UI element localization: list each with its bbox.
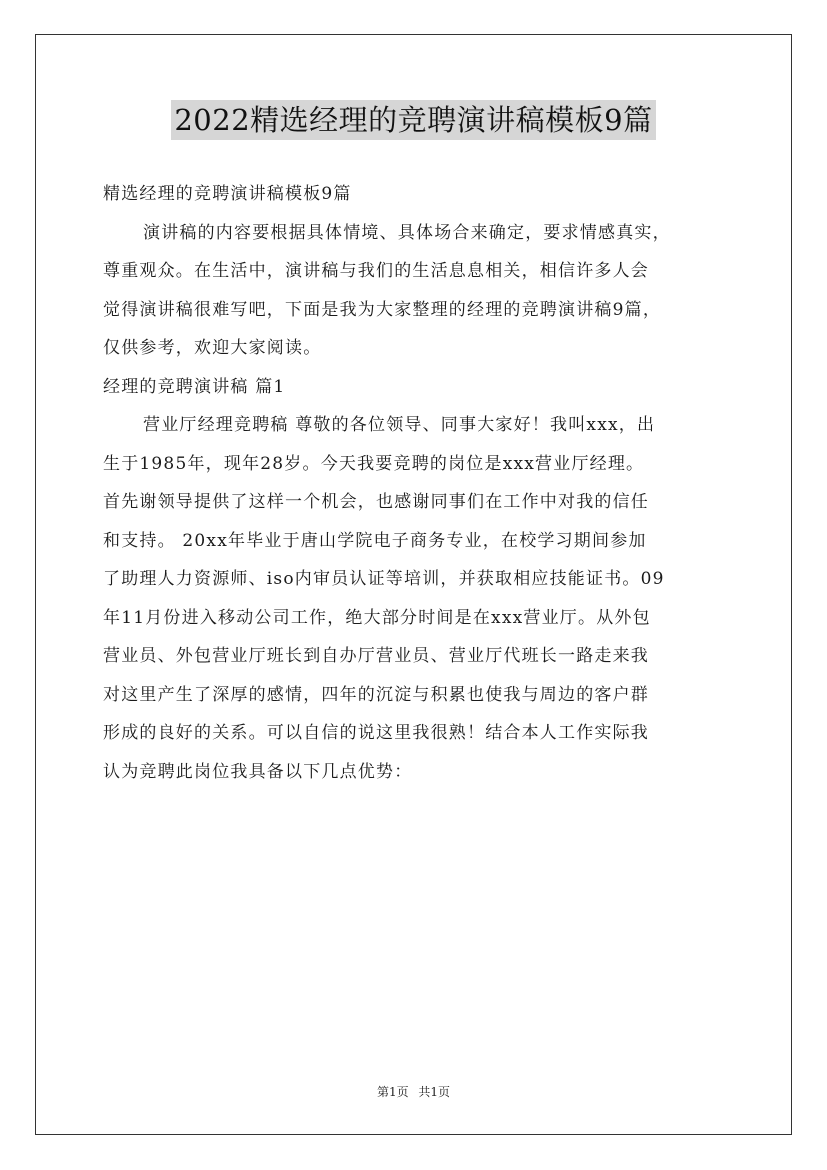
page-number-current: 第1页: [376, 1085, 409, 1099]
intro-line: 觉得演讲稿很难写吧，下面是我为大家整理的经理的竞聘演讲稿9篇，: [103, 299, 662, 320]
intro-line: 演讲稿的内容要根据具体情境、具体场合来确定，要求情感真实，: [143, 222, 671, 243]
page-number-total: 共1页: [418, 1085, 451, 1099]
document-body: [103, 175, 743, 791]
page-footer: [0, 1083, 827, 1100]
body-line: 营业厅经理竞聘稿 尊敬的各位领导、同事大家好！我叫xxx，出: [143, 415, 656, 435]
body-line: 和支持。 20xx年毕业于唐山学院电子商务专业，在校学习期间参加: [103, 530, 647, 551]
body-line: 首先谢领导提供了这样一个机会，也感谢同事们在工作中对我的信任: [103, 492, 649, 512]
subtitle: 精选经理的竞聘演讲稿模板9篇: [103, 184, 352, 204]
title-container: [0, 100, 827, 140]
body-line: 认为竞聘此岗位我具备以下几点优势：: [103, 761, 413, 782]
body-line: 营业员、外包营业厅班长到自办厅营业员、营业厅代班长一路走来我: [103, 646, 649, 666]
body-line: 年11月份进入移动公司工作，绝大部分时间是在xxx营业厅。从外包: [103, 607, 651, 628]
intro-line: 仅供参考，欢迎大家阅读。: [103, 338, 322, 358]
body-line: 形成的良好的关系。可以自信的说这里我很熟！结合本人工作实际我: [103, 723, 649, 743]
body-line: 生于1985年，现年28岁。今天我要竞聘的岗位是xxx营业厅经理。: [103, 453, 645, 474]
document-title: 2022精选经理的竞聘演讲稿模板9篇: [171, 100, 655, 140]
body-line: 了助理人力资源师、iso内审员认证等培训，并获取相应技能证书。09: [103, 569, 665, 589]
body-line: 对这里产生了深厚的感情，四年的沉淀与积累也使我与周边的客户群: [103, 684, 649, 705]
intro-line: 尊重观众。在生活中，演讲稿与我们的生活息息相关，相信许多人会: [103, 261, 649, 281]
section-heading: 经理的竞聘演讲稿 篇1: [103, 376, 286, 397]
